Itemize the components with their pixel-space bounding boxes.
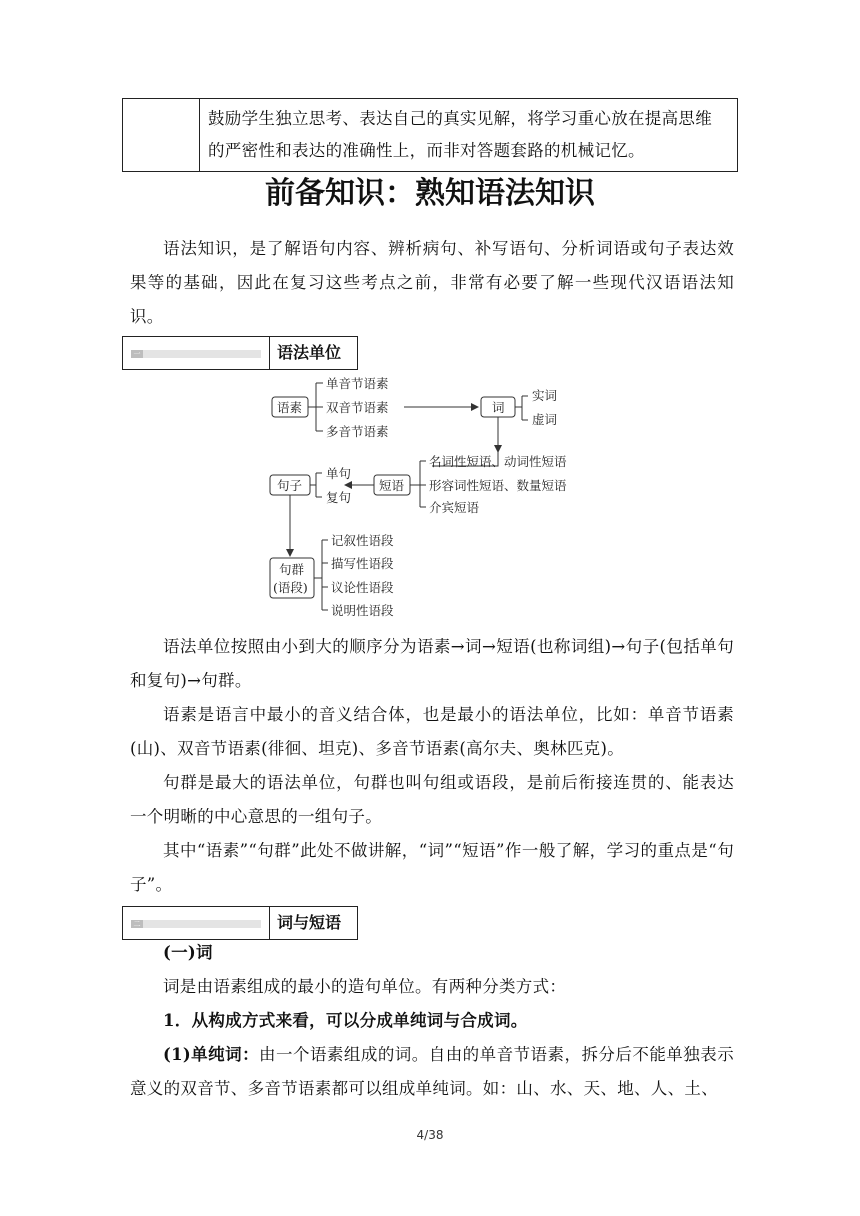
top-table-right-cell: [200, 99, 737, 171]
section-marker: 二: [131, 920, 143, 928]
top-table: [122, 98, 738, 172]
diagram-morpheme: 语素: [277, 400, 303, 415]
diagram-phrase-type-1: 名词性短语、动词性短语: [429, 454, 567, 469]
subheading-word: (一)词: [163, 943, 213, 962]
diagram-word: 词: [492, 400, 505, 415]
intro-paragraph: 语法知识，是了解语句内容、辨析病句、补写语句、分析词语或句子表达效果等的基础，因此在复习这些考点之前，非常有必要了解一些现代汉语语法知识。: [130, 239, 734, 326]
diagram-phrase-type-2: 形容词性短语、数量短语: [429, 478, 567, 493]
section-bar: [131, 920, 261, 928]
section-divider: [269, 337, 270, 369]
diagram-word-type-1: 实词: [532, 388, 558, 403]
diagram-sentence: 句子: [277, 478, 303, 493]
section-divider: [269, 907, 270, 939]
section-label: 词与短语: [277, 913, 342, 932]
diagram-sentence-type-2: 复句: [326, 490, 352, 505]
diagram-group-type-4: 说明性语段: [331, 603, 394, 618]
diagram-morpheme-type-3: 多音节语素: [326, 424, 389, 439]
diagram-group-line-1: 句群: [279, 562, 305, 577]
point-1-1-text: 由一个语素组成的词。自由的单音节语素，拆分后不能单独表示意义的双音节、多音节语素都可以组成单纯词。如：山、水、天、地、人、土、: [130, 1045, 734, 1098]
paragraph-3: 句群是最大的语法单位，句群也叫句组或语段，是前后衔接连贯的、能表达一个明晰的中心意思的一组句子。: [130, 773, 734, 826]
diagram-sentence-type-1: 单句: [326, 466, 352, 481]
section-header-grammar-units: [122, 336, 358, 370]
page-title: 前备知识：熟知语法知识: [265, 176, 595, 211]
diagram-word-type-2: 虚词: [532, 412, 558, 427]
paragraph-1: 语法单位按照由小到大的顺序分为语素→词→短语(也称词组)→句子(包括单句和复句)→句群。: [130, 637, 734, 690]
point-1-1-lead: (1)单纯词：: [163, 1045, 260, 1064]
section-header-words-phrases: [122, 906, 358, 940]
diagram-phrase-type-3: 介宾短语: [429, 500, 480, 515]
top-table-line-2: 的严密性和表达的准确性上，而非对答题套路的机械记忆。: [208, 141, 645, 160]
diagram-group-type-3: 议论性语段: [331, 580, 394, 595]
diagram-group-type-2: 描写性语段: [331, 556, 394, 571]
paragraph-4: 其中“语素”“句群”此处不做讲解，“词”“短语”作一般了解，学习的重点是“句子”。: [130, 841, 734, 894]
top-table-line-1: 鼓励学生独立思考、表达自己的真实见解，将学习重心放在提高思维: [208, 109, 712, 128]
section-bar: [131, 350, 261, 358]
diagram-group-line-2: (语段): [273, 580, 308, 595]
diagram-group-type-1: 记叙性语段: [331, 533, 394, 548]
page-number: 4/38: [416, 1128, 444, 1142]
point-1: 1．从构成方式来看，可以分成单纯词与合成词。: [163, 1011, 528, 1030]
diagram-phrase: 短语: [379, 478, 405, 493]
point-1-1: [130, 1038, 734, 1106]
section-marker: 一: [131, 350, 143, 358]
diagram-morpheme-type-2: 双音节语素: [326, 400, 389, 415]
section-label: 语法单位: [277, 343, 342, 362]
grammar-units-diagram: [260, 370, 600, 622]
top-table-left-cell: [123, 99, 200, 171]
diagram-morpheme-type-1: 单音节语素: [326, 376, 389, 391]
paragraph-2: 语素是语言中最小的音义结合体，也是最小的语法单位，比如：单音节语素(山)、双音节语素(徘徊、坦克)、多音节语素(高尔夫、奥林匹克)。: [130, 705, 734, 758]
word-definition: 词是由语素组成的最小的造句单位。有两种分类方式：: [163, 977, 567, 996]
